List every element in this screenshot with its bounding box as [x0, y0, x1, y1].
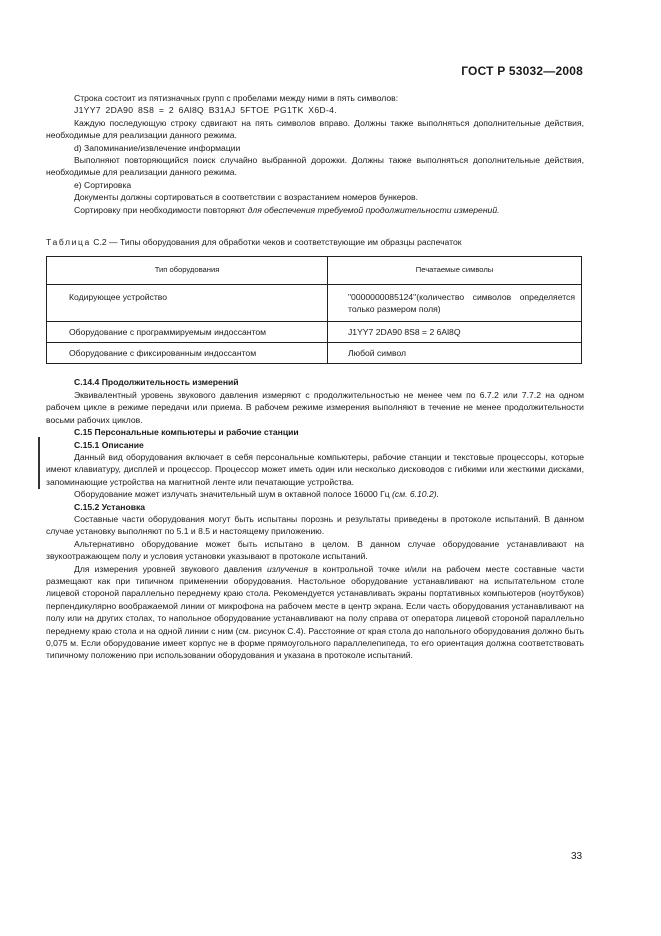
- section-body: Эквивалентный уровень звукового давления измеряют с продолжительностью не менее чем по 6.7.2 или 7.7.2 на одном рабочем цикле в режиме передачи или приема. В рабочем режиме измерения выполняют в течение не менее продолжительности восьми рабочих циклов.: [46, 389, 584, 425]
- document-header: ГОСТ Р 53032—2008: [461, 64, 583, 78]
- table-header-row: [47, 257, 582, 285]
- revision-bar: [38, 437, 40, 489]
- intro-paragraph: Выполняют повторяющийся поиск случайно выбранной дорожки. Должны также выполняться дополнительные действия, необходимые для реализации данного режима.: [46, 155, 584, 178]
- section-body: Для измерения уровней звукового давления излучения в контрольной точке и/или на рабочем месте составные части размещают как при типичном применении оборудования. Настольное оборудование устанавливают на испытательном столе лицевой стороной параллельно переднему краю стола. Рекомендуется устанавливать экраны портативных компьютеров (ноутбуков) перпендикулярно воображаемой линии от микрофона на рабочем месте в центр экрана. Если часть оборудования устанавливают на полу или на других столах, то напольное оборудование устанавливают на полу справа от оператора лицевой стороной параллельно переднему краю стола и на одной линии с ним (см. рисунок С.4). Расстояние от края стола до напольного оборудования должно быть 0,075 м. Если оборудование имеет корпус не в форме прямоугольного параллелепипеда, то его ориентация должна соответствовать типичному положению при использовании оборудования и указана в протоколе испытаний.: [46, 563, 584, 661]
- table-cell: "0000000085124"(количество символов определяется только размером поля): [328, 285, 582, 322]
- table-row: [47, 285, 582, 322]
- table-cell: Любой символ: [328, 343, 582, 364]
- table-cell: Оборудование с фиксированным индоссантом: [47, 343, 328, 364]
- page-content: [46, 92, 584, 662]
- table-caption: Таблица С.2 — Типы оборудования для обработки чеков и соответствующие им образцы распечаток: [46, 237, 462, 248]
- table-header-cell: Тип оборудования: [47, 257, 328, 285]
- section-body: Альтернативно оборудование может быть испытано в целом. В данном случае оборудование устанавливают на звукоотражающем полу и условия установки указывают в протоколе испытаний.: [46, 538, 584, 562]
- sort-note: Сортировку при необходимости повторяют для обеспечения требуемой продолжительности измерений.: [74, 204, 500, 215]
- list-item-d: d) Запоминание/извлечение информации: [74, 142, 241, 153]
- table-row: [47, 343, 582, 364]
- noise-note: Оборудование может излучать значительный шум в октавной полосе 16000 Гц (см. 6.10.2).: [74, 489, 439, 500]
- table-cell: J1YY7 2DA90 8S8 = 2 6Al8Q: [328, 322, 582, 343]
- intro-line: Строка состоит из пятизначных групп с пробелами между ними в пять символов:: [74, 93, 399, 103]
- table-row: [47, 322, 582, 343]
- section-body: Составные части оборудования могут быть испытаны порознь и результаты приведены в протоколе испытаний. В данном случае установку выполняют по 5.1 и 8.5 и настоящему приложению.: [46, 513, 584, 537]
- section-heading: С.14.4 Продолжительность измерений: [74, 377, 239, 388]
- table-header-cell: Печатаемые символы: [328, 257, 582, 285]
- intro-paragraph: Каждую последующую строку сдвигают на пять символов вправо. Должны также выполняться дополнительные действия, необходимые для реализации данного режима.: [46, 117, 584, 141]
- table-cell: Кодирующее устройство: [47, 285, 328, 322]
- section-heading: С.15 Персональные компьютеры и рабочие станции: [74, 427, 299, 438]
- code-string: J1YY7 2DA90 8S8 = 2 6Al8Q B31AJ 5FTOE PG1TK X6D-4.: [74, 105, 337, 116]
- section-body: Данный вид оборудования включает в себя персональные компьютеры, рабочие станции и текстовые процессоры, которые имеют клавиатуру, дисплей и процессор. Процессор может иметь один или несколько дисководов с гибкими или жесткими дисками, запоминающие устройства на магнитной ленте или печатающие устройства.: [46, 451, 584, 487]
- page-number: 33: [571, 851, 583, 862]
- table-cell: Оборудование с программируемым индоссантом: [47, 322, 328, 343]
- section-heading: С.15.2 Установка: [74, 501, 146, 512]
- intro-paragraph: Документы должны сортироваться в соответствии с возрастанием номеров бункеров.: [74, 192, 418, 203]
- equipment-table: [46, 256, 582, 364]
- section-heading: С.15.1 Описание: [74, 439, 144, 450]
- list-item-e: e) Сортировка: [74, 179, 132, 190]
